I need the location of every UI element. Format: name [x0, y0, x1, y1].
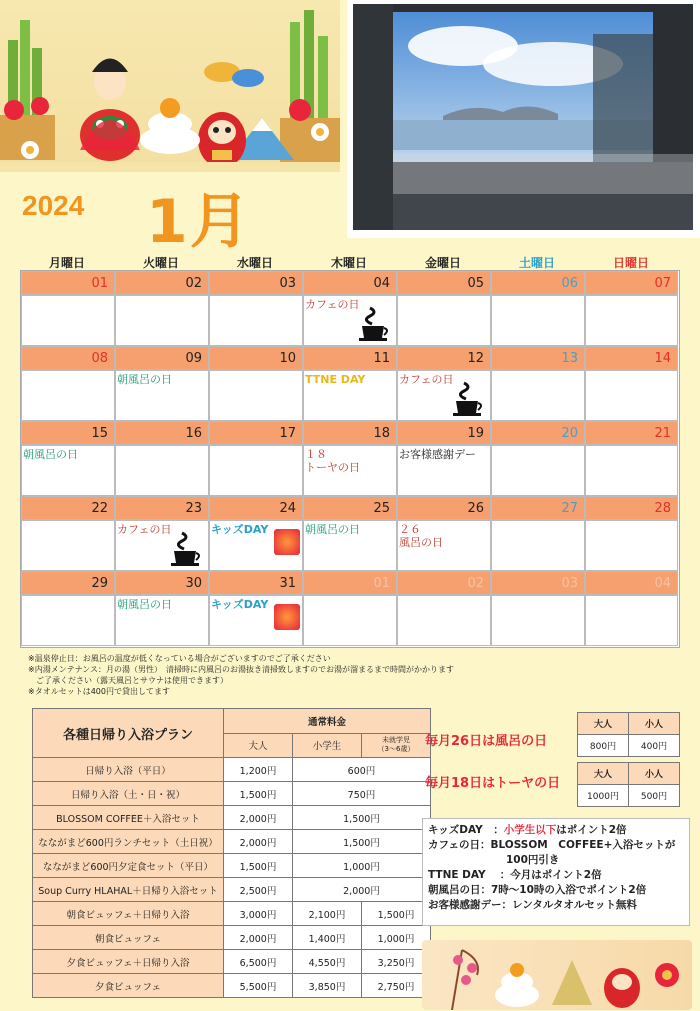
price-adult: 2,000円: [224, 926, 293, 950]
price-preschool: 2,750円: [362, 974, 431, 998]
price-adult: 2,000円: [224, 806, 293, 830]
kadomatsu-left-icon: [0, 20, 55, 160]
calendar-day-number: 30: [115, 571, 209, 595]
price-preschool: 1,000円: [362, 926, 431, 950]
calendar-day-cell: [585, 445, 678, 496]
calendar-day-number: 29: [21, 571, 115, 595]
calendar-day-number: 25: [303, 496, 397, 520]
price-table-title: 各種日帰り入浴プラン: [33, 709, 224, 758]
calendar-day-number: 09: [115, 346, 209, 370]
calendar-day-cell: [209, 295, 303, 346]
price-child-merged: 1,500円: [293, 806, 431, 830]
col-elementary-header: 小学生: [293, 733, 362, 758]
calendar-event-label: カフェの日: [117, 523, 172, 536]
price-adult: 2,500円: [224, 878, 293, 902]
price-child-merged: 2,000円: [293, 878, 431, 902]
price-child-merged: 1,000円: [293, 854, 431, 878]
calendar-day-cell: [21, 370, 115, 421]
calendar-event-label: 朝風呂の日: [305, 523, 360, 536]
daruma-icon: [198, 112, 246, 168]
event-legend: [422, 818, 690, 926]
weekday-label: 日曜日: [612, 256, 649, 270]
legend-kids-highlight: 小学生以下: [503, 824, 557, 836]
legend-ttne-day: TTNE DAY ：今月はポイント2倍: [428, 869, 602, 881]
calendar-day-cell: [21, 445, 115, 496]
calendar-day-cell: [209, 445, 303, 496]
furo-adult-price: 800円: [578, 735, 629, 757]
calendar-day-number: 23: [115, 496, 209, 520]
onsen-view-photo: [347, 0, 700, 238]
price-row: [33, 926, 431, 950]
calendar-day-number: 04: [585, 571, 678, 595]
price-plan-name: BLOSSOM COFFEE＋入浴セット: [33, 806, 224, 830]
price-row: [33, 974, 431, 998]
price-table-group-header: 通常料金: [224, 709, 431, 734]
legend-cafe-day: カフェの日：BLOSSOM COFFEE+入浴セットが: [428, 839, 676, 851]
price-table-body: [33, 758, 431, 998]
price-row: [33, 878, 431, 902]
calendar-day-cell: [21, 295, 115, 346]
calendar-day-number: 01: [21, 271, 115, 295]
note-line: ※タオルセットは400円で貸出してます: [28, 687, 170, 696]
calendar-day-cell: [21, 595, 115, 646]
calendar-day-number: 14: [585, 346, 678, 370]
price-elementary: 2,100円: [293, 902, 362, 926]
calendar-day-cell: [397, 595, 491, 646]
calendar-day-number: 03: [209, 271, 303, 295]
price-child-merged: 600円: [293, 758, 431, 782]
furo-adult-header: 大人: [578, 713, 629, 735]
price-row: [33, 806, 431, 830]
calendar-event-label: キッズDAY: [211, 523, 269, 536]
toya-day-price-table: [577, 762, 680, 807]
toya-adult-price: 1000円: [578, 785, 629, 807]
calendar-day-number: 20: [491, 421, 585, 445]
calendar-day-number: 01: [303, 571, 397, 595]
calendar-day-number: 15: [21, 421, 115, 445]
new-year-footer-illustration: [422, 940, 692, 1010]
weekday-label: 火曜日: [142, 256, 179, 270]
toya-adult-header: 大人: [578, 763, 629, 785]
calendar-event-label: キッズDAY: [211, 598, 269, 611]
calendar-year: 2024: [22, 190, 85, 221]
price-elementary: 1,400円: [293, 926, 362, 950]
calendar-day-cell: [115, 445, 209, 496]
price-plan-name: 夕食ビュッフェ: [33, 974, 224, 998]
calendar-event-label: トーヤの日: [305, 461, 360, 474]
calendar-day-cell: [209, 520, 303, 571]
calendar-day-cell: [585, 295, 678, 346]
notes-block: [28, 653, 628, 697]
calendar-day-cell: [115, 295, 209, 346]
calendar-day-cell: [491, 595, 585, 646]
weekday-label: 土曜日: [518, 256, 555, 270]
calendar-day-number: 10: [209, 346, 303, 370]
furo-day-title: 毎月26日は風呂の日: [425, 734, 548, 749]
calendar-day-cell: [491, 520, 585, 571]
furo-child-price: 400円: [629, 735, 680, 757]
calendar-day-cell: [491, 370, 585, 421]
calendar-day-cell: [303, 595, 397, 646]
price-row: [33, 902, 431, 926]
calendar-day-number: 11: [303, 346, 397, 370]
legend-cafe-day-cont: 100円引き: [506, 854, 560, 866]
calendar-event-label: 朝風呂の日: [117, 598, 172, 611]
calendar-day-cell: [303, 445, 397, 496]
calendar-event-label: カフェの日: [305, 298, 360, 311]
calendar-day-number: 22: [21, 496, 115, 520]
kadomatsu-right-icon: [280, 10, 340, 163]
calendar-month: 1月: [146, 187, 252, 257]
price-adult: 6,500円: [224, 950, 293, 974]
price-plan-name: 日帰り入浴（土・日・祝）: [33, 782, 224, 806]
price-row: [33, 950, 431, 974]
calendar-day-cell: [209, 595, 303, 646]
calendar-day-cell: [303, 295, 397, 346]
toya-child-price: 500円: [629, 785, 680, 807]
calendar-day-cell: [303, 520, 397, 571]
price-elementary: 4,550円: [293, 950, 362, 974]
price-adult: 1,500円: [224, 782, 293, 806]
calendar-day-number: 02: [397, 571, 491, 595]
daruma-small-icon: [604, 968, 640, 1008]
calendar-day-number: 31: [209, 571, 303, 595]
price-adult: 1,200円: [224, 758, 293, 782]
price-preschool: 3,250円: [362, 950, 431, 974]
coffee-cup-icon: [168, 531, 204, 567]
calendar-day-number: 06: [491, 271, 585, 295]
calendar-day-cell: [585, 520, 678, 571]
calendar-day-number: 17: [209, 421, 303, 445]
note-line: ※内湯メンテナンス：月の湯（男性） 清掃時に内風呂のお湯抜き清掃致しますのでお湯が溜まるまで時間がかかります: [28, 665, 455, 674]
note-line: ご了承ください（露天風呂とサウナは使用できます）: [28, 676, 228, 685]
col-preschool-label: 未就学児: [382, 736, 410, 745]
price-adult: 2,000円: [224, 830, 293, 854]
calendar-day-cell: [585, 370, 678, 421]
price-row: [33, 854, 431, 878]
price-row: [33, 830, 431, 854]
calendar-day-cell: [115, 595, 209, 646]
calendar-day-number: 05: [397, 271, 491, 295]
calendar-day-cell: [491, 445, 585, 496]
calendar-event-label: 朝風呂の日: [23, 448, 78, 461]
price-plan-name: 夕食ビュッフェ＋日帰り入浴: [33, 950, 224, 974]
kids-day-badge-icon: [274, 529, 300, 555]
calendar-day-cell: [397, 445, 491, 496]
calendar-day-number: 18: [303, 421, 397, 445]
calendar-grid: [20, 270, 680, 648]
legend-kids-day: キッズDAY ：小学生以下はポイント2倍: [428, 824, 627, 836]
price-plan-name: なながまど600円夕定食セット（平日）: [33, 854, 224, 878]
calendar-event-label: 風呂の日: [399, 536, 443, 549]
calendar-day-number: 19: [397, 421, 491, 445]
new-year-illustration: [0, 0, 340, 172]
calendar-event-label: お客様感謝デー: [399, 448, 476, 461]
price-preschool: 1,500円: [362, 902, 431, 926]
calendar-day-number: 21: [585, 421, 678, 445]
calendar-day-number: 07: [585, 271, 678, 295]
calendar-day-cell: [397, 295, 491, 346]
kids-day-badge-icon: [274, 604, 300, 630]
furo-day-price-table: [577, 712, 680, 757]
calendar-day-number: 02: [115, 271, 209, 295]
price-elementary: 3,850円: [293, 974, 362, 998]
calendar-day-number: 12: [397, 346, 491, 370]
calendar-day-number: 04: [303, 271, 397, 295]
calendar-day-number: 13: [491, 346, 585, 370]
furo-child-header: 小人: [629, 713, 680, 735]
calendar-event-label: 朝風呂の日: [117, 373, 172, 386]
calendar-day-cell: [115, 370, 209, 421]
coffee-cup-icon: [450, 381, 486, 417]
col-preschool-header: [362, 733, 431, 758]
toya-day-title: 毎月18日はトーヤの日: [425, 776, 561, 791]
weekday-label: 木曜日: [330, 256, 367, 270]
col-preschool-sub: （3〜6歳）: [377, 745, 415, 754]
calendar-event-label: １８: [305, 448, 327, 461]
calendar-day-number: 27: [491, 496, 585, 520]
price-plan-name: Soup Curry HLAHAL＋日帰り入浴セット: [33, 878, 224, 902]
calendar-day-cell: [397, 370, 491, 421]
price-child-merged: 1,500円: [293, 830, 431, 854]
coffee-cup-icon: [356, 306, 392, 342]
price-child-merged: 750円: [293, 782, 431, 806]
calendar-day-cell: [115, 520, 209, 571]
price-row: [33, 758, 431, 782]
calendar-day-number: 24: [209, 496, 303, 520]
calendar-day-number: 08: [21, 346, 115, 370]
price-row: [33, 782, 431, 806]
legend-kansha-day: お客様感謝デー：レンタルタオルセット無料: [428, 899, 637, 911]
calendar-day-cell: [303, 370, 397, 421]
calendar-event-label: TTNE DAY: [305, 373, 366, 386]
price-plan-name: なながまど600円ランチセット（土日祝）: [33, 830, 224, 854]
calendar-event-label: カフェの日: [399, 373, 454, 386]
calendar-day-cell: [209, 370, 303, 421]
legend-asaburo-day: 朝風呂の日：7時〜10時の入浴でポイント2倍: [428, 884, 647, 896]
price-adult: 1,500円: [224, 854, 293, 878]
col-adult-header: 大人: [224, 733, 293, 758]
weekday-label: 金曜日: [424, 256, 461, 270]
price-table: [32, 708, 431, 998]
weekday-label: 水曜日: [236, 256, 273, 270]
price-plan-name: 日帰り入浴（平日）: [33, 758, 224, 782]
calendar-day-number: 16: [115, 421, 209, 445]
toya-child-header: 小人: [629, 763, 680, 785]
calendar-day-cell: [585, 595, 678, 646]
weekday-label: 月曜日: [48, 256, 85, 270]
price-plan-name: 朝食ビュッフェ: [33, 926, 224, 950]
price-adult: 5,500円: [224, 974, 293, 998]
calendar-day-number: 26: [397, 496, 491, 520]
calendar-day-cell: [491, 295, 585, 346]
price-adult: 3,000円: [224, 902, 293, 926]
calendar-day-number: 03: [491, 571, 585, 595]
note-line: ※温泉停止日：お風呂の温度が低くなっている場合がございますのでご了承ください: [28, 654, 331, 663]
calendar-day-number: 28: [585, 496, 678, 520]
calendar-day-cell: [397, 520, 491, 571]
calendar-day-cell: [21, 520, 115, 571]
calendar-event-label: ２６: [399, 523, 421, 536]
price-plan-name: 朝食ビュッフェ＋日帰り入浴: [33, 902, 224, 926]
